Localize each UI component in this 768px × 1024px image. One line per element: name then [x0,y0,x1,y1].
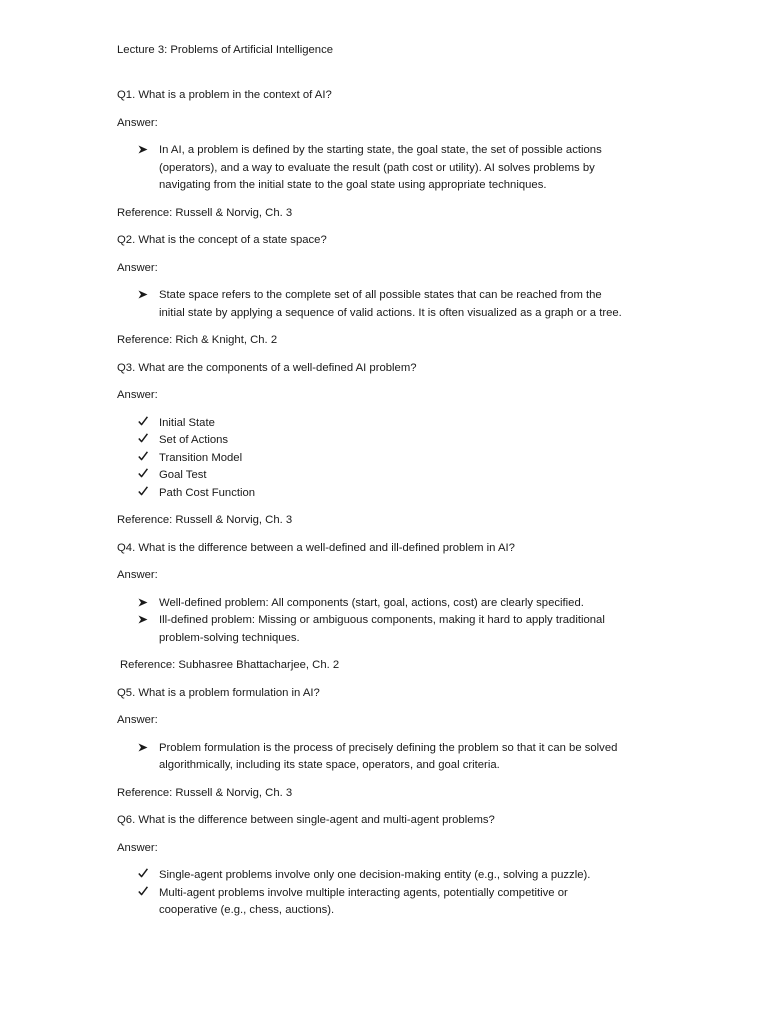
list-item [117,450,657,468]
arrow-bullet-icon [138,595,148,613]
arrow-bullet-icon [138,287,148,305]
list-item [117,432,657,450]
list-item-line: Path Cost Function [159,486,256,499]
reference-text: Reference: Rich & Knight, Ch. 2 [117,334,278,346]
question-block [117,812,657,920]
question-block [117,360,657,530]
checkmark-bullet-icon [138,485,148,503]
list-item-line: Transition Model [159,451,243,464]
answer-label: Answer: [117,714,158,726]
reference-text: Reference: Russell & Norvig, Ch. 3 [117,786,293,799]
question-block [117,540,657,675]
question-text: Q3. What are the components of a well-defined AI problem? [117,361,417,374]
reference-text: Reference: Russell & Norvig, Ch. 3 [117,514,293,526]
list-item-line: Well-defined problem: All components (start, goal, actions, cost) are clearly specified. [159,596,584,609]
list-item-line: Multi-agent problems involve multiple interacting agents, potentially competitive or [159,886,568,899]
answer-list [117,867,657,920]
list-item [117,142,657,195]
question-text: Q5. What is a problem formulation in AI? [117,686,320,699]
answer-label: Answer: [117,116,158,129]
question-text: Q4. What is the difference between a well-defined and ill-defined problem in AI? [117,541,515,554]
checkmark-bullet-icon [138,432,148,450]
list-item [117,287,657,322]
list-item [117,415,657,433]
list-item [117,467,657,485]
list-item-line: Set of Actions [159,434,229,446]
reference-text: Reference: Russell & Norvig, Ch. 3 [117,206,293,219]
question-block [117,87,657,222]
question-text: Q1. What is a problem in the context of AI? [117,89,332,101]
answer-list [117,142,657,195]
list-item [117,740,657,775]
list-item-line: Goal Test [159,469,207,481]
list-item-line: initial state by applying a sequence of valid actions. It is often visualized as a graph or a tree. [159,306,622,319]
answer-label: Answer: [117,841,158,854]
list-item [117,867,657,885]
list-item-line: Problem formulation is the process of precisely defining the problem so that it can be solved [159,741,618,754]
list-item-line: Single-agent problems involve only one decision-making entity (e.g., solving a puzzle). [159,869,591,881]
list-item-line: State space refers to the complete set of all possible states that can be reached from the [159,289,602,301]
list-item-line: Ill-defined problem: Missing or ambiguous components, making it hard to apply traditional [159,614,605,626]
checkmark-bullet-icon [138,867,148,885]
answer-label: Answer: [117,261,158,274]
arrow-bullet-icon [138,612,148,630]
list-item-line: In AI, a problem is defined by the starting state, the goal state, the set of possible actions [159,144,602,156]
answer-label: Answer: [117,389,158,401]
checkmark-bullet-icon [138,467,148,485]
page-title: Lecture 3: Problems of Artificial Intelligence [117,44,334,56]
arrow-bullet-icon [138,740,148,758]
checkmark-bullet-icon [138,450,148,468]
checkmark-bullet-icon [138,885,148,903]
list-item [117,595,657,613]
answer-list [117,415,657,503]
question-text: Q2. What is the concept of a state space? [117,234,327,246]
list-item-line: algorithmically, including its state space, operators, and goal criteria. [159,759,500,771]
question-block [117,685,657,803]
answer-list [117,287,657,322]
list-item-line: navigating from the initial state to the goal state using appropriate techniques. [159,179,547,191]
list-item [117,885,657,920]
list-item [117,485,657,503]
answer-label: Answer: [117,569,158,581]
checkmark-bullet-icon [138,415,148,433]
list-item-line: problem-solving techniques. [159,631,300,644]
question-text: Q6. What is the difference between single-agent and multi-agent problems? [117,814,495,826]
list-item [117,612,657,647]
answer-list [117,595,657,648]
answer-list [117,740,657,775]
list-item-line: cooperative (e.g., chess, auctions). [159,904,335,916]
list-item-line: Initial State [159,416,215,429]
question-block [117,232,657,350]
reference-text: Reference: Subhasree Bhattacharjee, Ch. 2 [120,659,340,671]
list-item-line: (operators), and a way to evaluate the result (path cost or utility). AI solves problems by [159,161,595,174]
qa-list [117,87,657,920]
arrow-bullet-icon [138,142,148,160]
document-page [117,41,657,930]
